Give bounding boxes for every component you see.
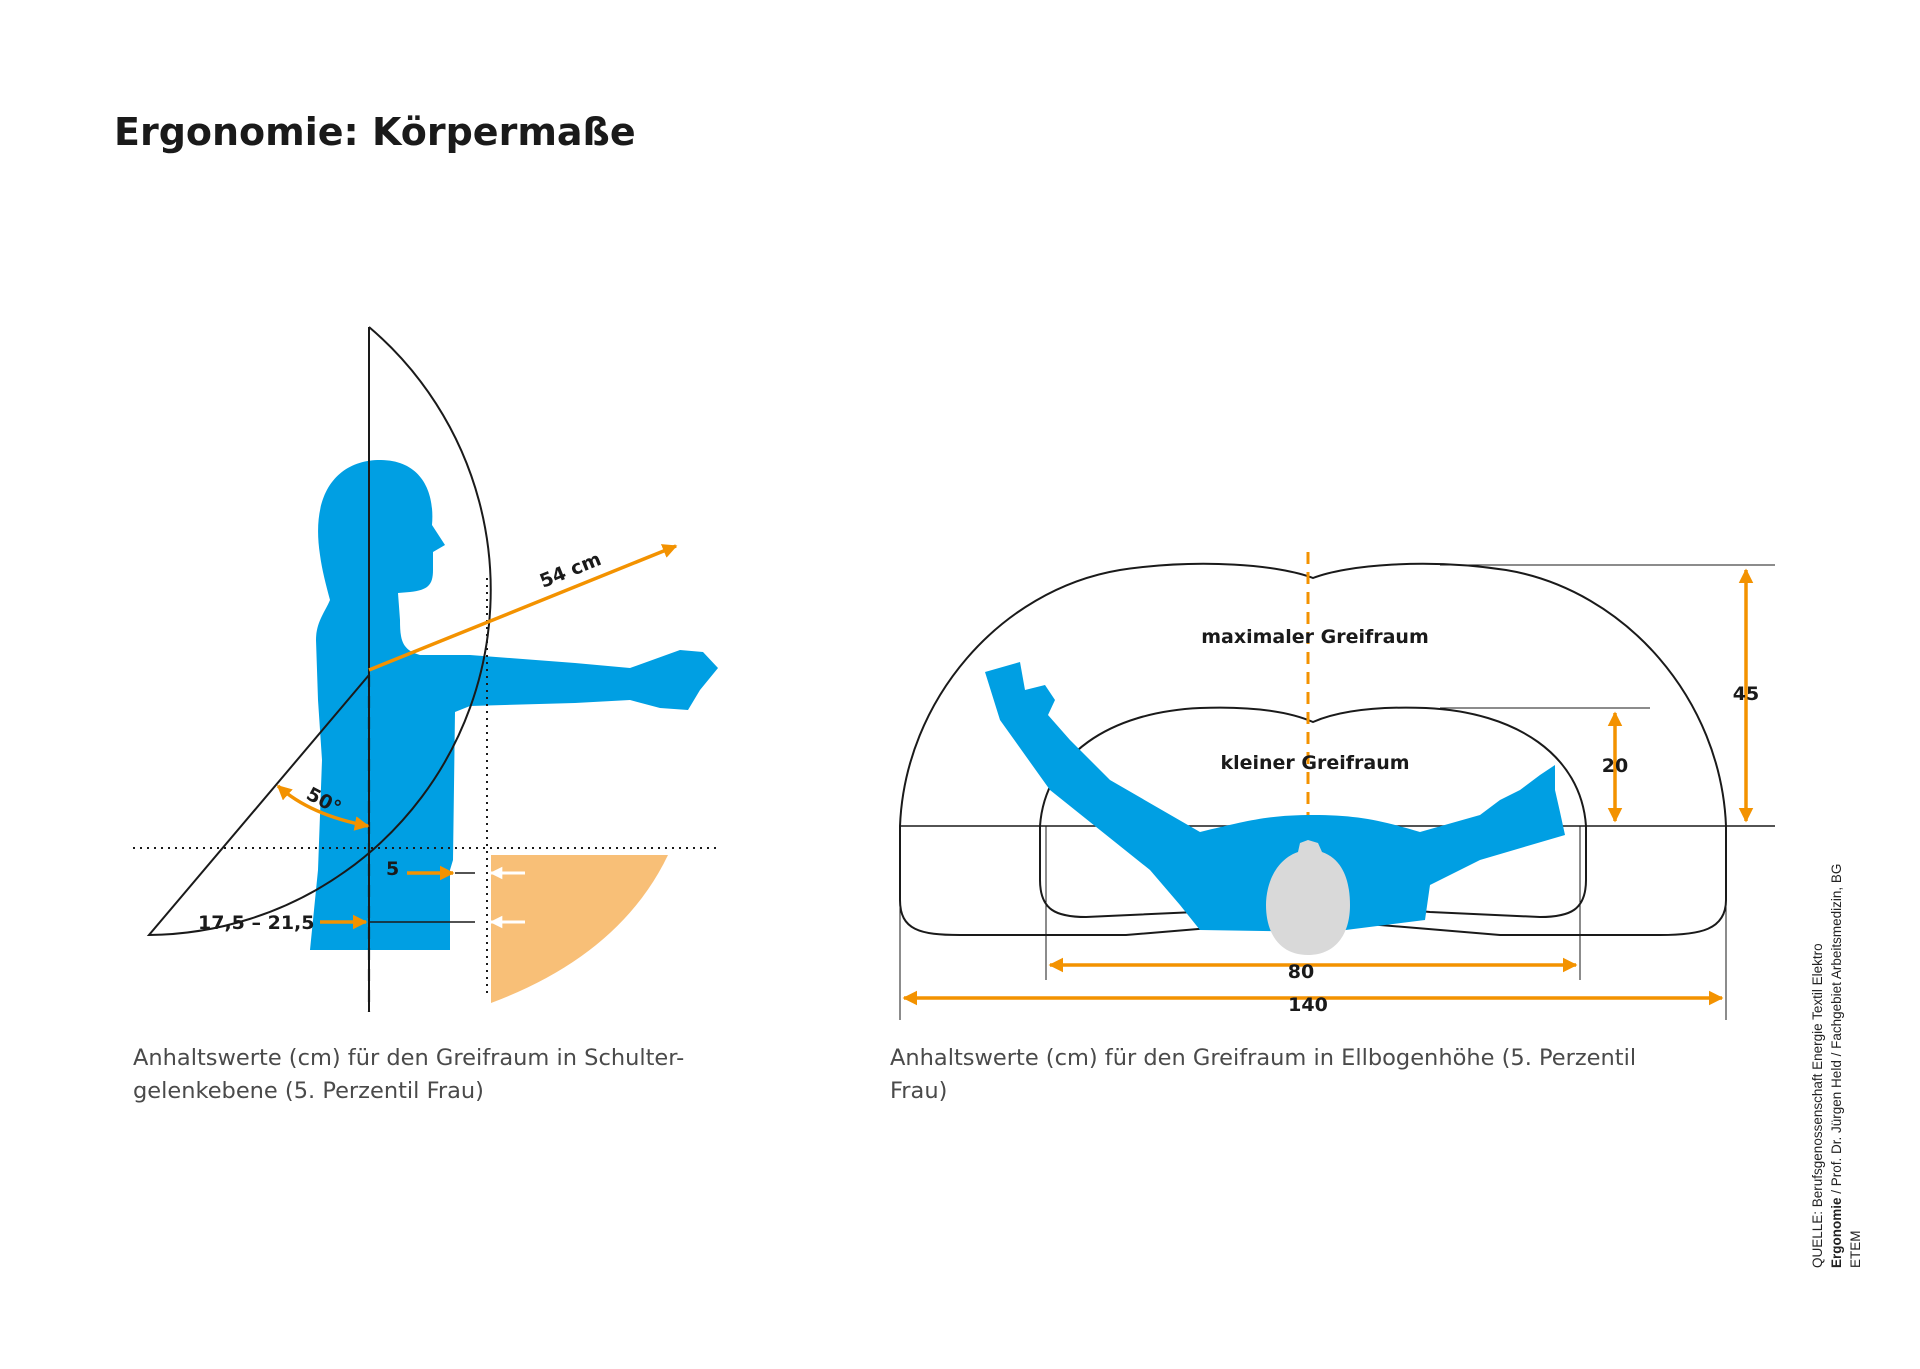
right-caption: Anhaltswerte (cm) für den Greifraum in Ellbogenhöhe (5. Perzentil Frau) <box>890 1045 1637 1104</box>
source-note <box>1808 828 1863 1268</box>
small-area-label: kleiner Greifraum <box>1220 752 1410 774</box>
width-max-label: 140 <box>1288 994 1328 1016</box>
page-title: Ergonomie: Körpermaße <box>114 110 636 154</box>
angle-label: 50° <box>302 782 345 820</box>
side-view-figure <box>133 327 718 1012</box>
source-line-2-rest: / Prof. Dr. Jürgen Held / Fachgebiet Arbeitsmedizin, BG ETEM <box>1829 863 1863 1268</box>
range-dim-label: 17,5 – 21,5 <box>198 912 315 934</box>
source-line-1: QUELLE: Berufsgenossenschaft Energie Textil Elektro <box>1810 943 1825 1268</box>
depth-max-label: 45 <box>1732 683 1760 705</box>
width-small-label: 80 <box>1287 961 1315 983</box>
reach-area-fill <box>491 855 668 1003</box>
left-caption: Anhaltswerte (cm) für den Greifraum in Schulter-gelenkebene (5. Perzentil Frau) <box>133 1045 685 1104</box>
reach-label: 54 cm <box>536 548 605 593</box>
depth-small-label: 20 <box>1601 755 1629 777</box>
max-area-label: maximaler Greifraum <box>1201 626 1429 648</box>
source-line-2-bold: Ergonomie <box>1829 1197 1844 1268</box>
small-dim-label: 5 <box>386 858 400 880</box>
top-view-figure <box>900 552 1775 1020</box>
source-line-2 <box>1827 828 1865 1268</box>
